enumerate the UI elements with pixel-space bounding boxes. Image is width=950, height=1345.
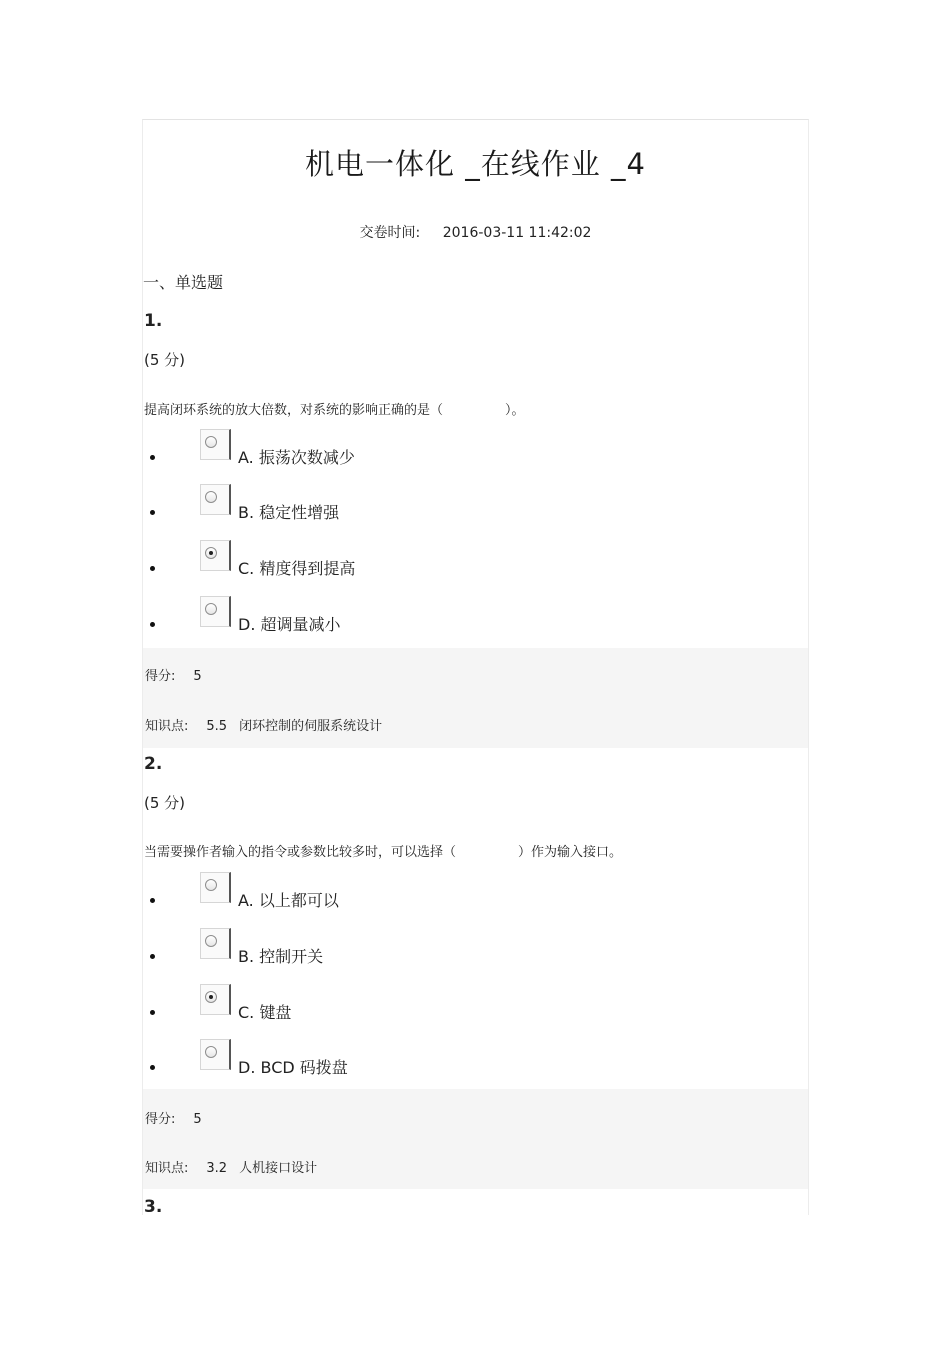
option-label: B. 控制开关: [238, 947, 324, 966]
radio-button[interactable]: [200, 872, 231, 903]
page-title: 机电一体化 _在线作业 _4: [305, 147, 646, 181]
question-number: 2.: [144, 754, 163, 774]
question-text: [144, 399, 525, 418]
option-label: D. BCD 码拨盘: [238, 1058, 348, 1077]
option-c[interactable]: [143, 980, 808, 1030]
bullet-icon: [150, 566, 155, 571]
option-b[interactable]: [143, 924, 808, 974]
question-text-after: ）作为输入接口。: [518, 845, 623, 860]
section-heading: 一、单选题: [143, 273, 224, 292]
bullet-icon: [150, 622, 155, 627]
radio-button[interactable]: [200, 484, 231, 515]
bullet-icon: [150, 954, 155, 959]
option-label: B. 稳定性增强: [238, 503, 340, 522]
knowledge-point-row: [145, 1157, 317, 1176]
question-number: 3.: [144, 1197, 163, 1217]
score-row: [145, 1108, 202, 1127]
radio-button[interactable]: [200, 429, 231, 460]
score-row: [145, 665, 202, 684]
question-text-before: 提高闭环系统的放大倍数，对系统的影响正确的是（: [144, 403, 444, 418]
option-label: A. 振荡次数减少: [238, 448, 355, 467]
homework-sheet: [142, 119, 809, 1215]
score-panel: [143, 1089, 808, 1189]
radio-button-checked[interactable]: [200, 984, 231, 1015]
knowledge-point-label: 知识点:: [145, 719, 189, 734]
option-d[interactable]: [143, 1035, 808, 1085]
bullet-icon: [150, 1065, 155, 1070]
question-text-before: 当需要操作者输入的指令或参数比较多时，可以选择（: [144, 845, 457, 860]
score-label: 得分:: [145, 669, 176, 684]
bullet-icon: [150, 1010, 155, 1015]
bullet-icon: [150, 510, 155, 515]
option-a[interactable]: [143, 868, 808, 918]
knowledge-point-label: 知识点:: [145, 1161, 189, 1176]
option-label: C. 精度得到提高: [238, 559, 356, 578]
knowledge-point-code: 5.5: [206, 719, 228, 734]
radio-button-checked[interactable]: [200, 540, 231, 571]
option-label: A. 以上都可以: [238, 891, 339, 910]
question-number: 1.: [144, 311, 163, 331]
knowledge-point-code: 3.2: [206, 1161, 228, 1176]
score-label: 得分:: [145, 1112, 176, 1127]
question-text: [144, 841, 622, 860]
radio-button[interactable]: [200, 928, 231, 959]
question-points: (5 分): [144, 351, 186, 369]
question-points: (5 分): [144, 794, 186, 812]
score-panel: [143, 648, 808, 748]
score-value: 5: [193, 1112, 202, 1127]
radio-button[interactable]: [200, 596, 231, 627]
bullet-icon: [150, 455, 155, 460]
submit-time-value: 2016-03-11 11:42:02: [442, 225, 592, 241]
option-d[interactable]: [143, 592, 808, 642]
option-a[interactable]: [143, 425, 808, 475]
option-label: C. 键盘: [238, 1003, 292, 1022]
option-b[interactable]: [143, 480, 808, 530]
submit-time: [143, 222, 808, 242]
knowledge-point-row: [145, 715, 382, 734]
option-label: D. 超调量减小: [238, 615, 341, 634]
bullet-icon: [150, 898, 155, 903]
knowledge-point-text: 闭环控制的伺服系统设计: [239, 719, 383, 734]
knowledge-point-text: 人机接口设计: [239, 1161, 318, 1176]
radio-button[interactable]: [200, 1039, 231, 1070]
question-text-after: ）。: [505, 403, 525, 418]
score-value: 5: [193, 669, 202, 684]
option-c[interactable]: [143, 536, 808, 586]
submit-time-label: 交卷时间:: [359, 225, 421, 241]
